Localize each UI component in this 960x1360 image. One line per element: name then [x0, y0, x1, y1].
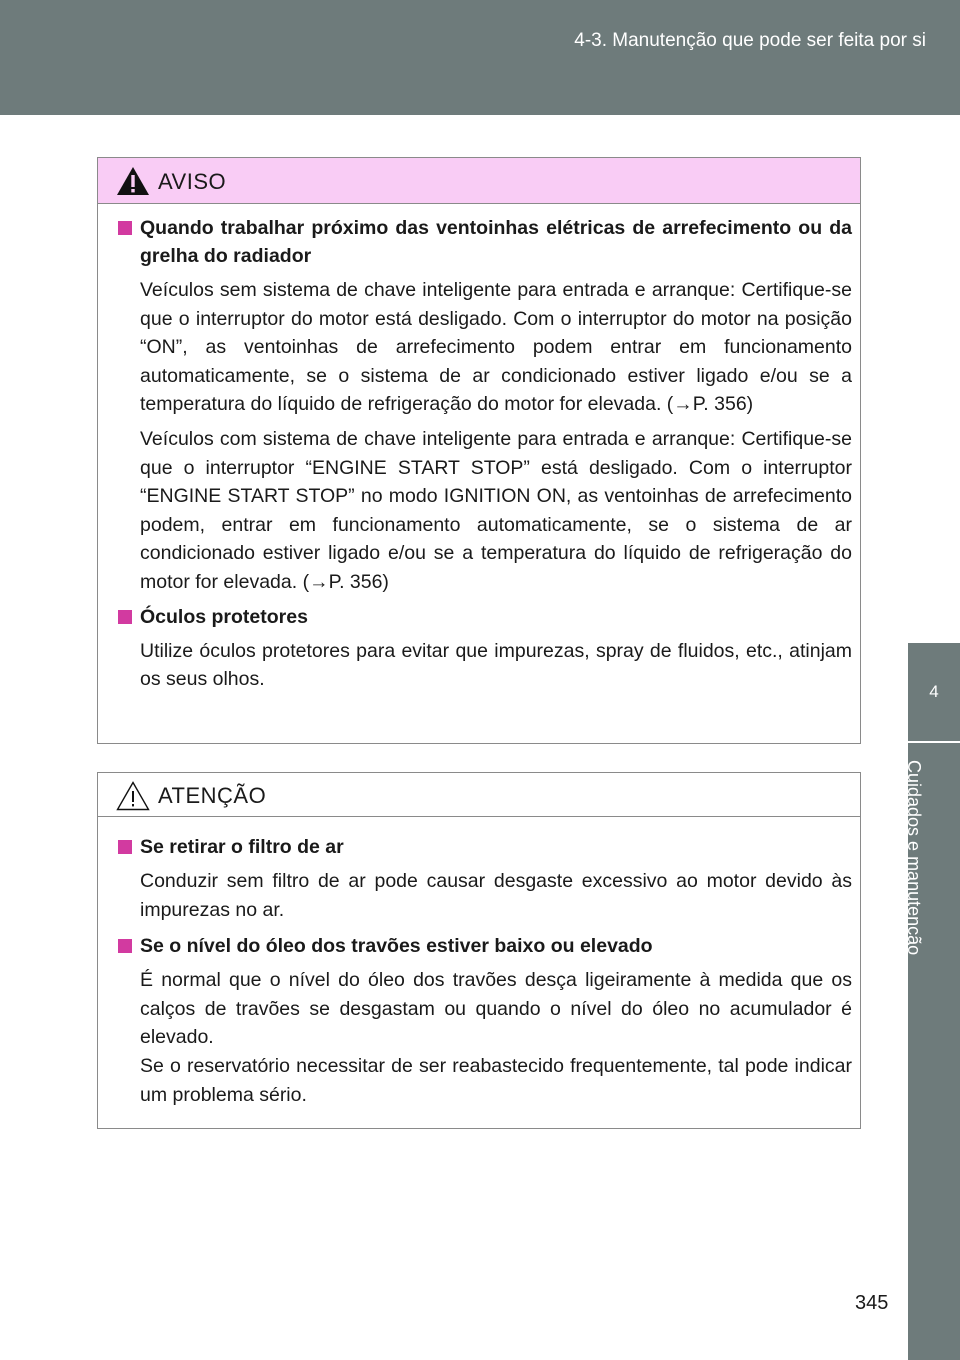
caution-header	[98, 773, 860, 817]
bullet-square-icon	[118, 939, 132, 953]
chapter-tab-divider	[908, 741, 960, 743]
page-header	[0, 0, 960, 115]
section-heading-text: Se o nível do óleo dos travões estiver baixo ou elevado	[140, 935, 653, 958]
paragraph: Se o reservatório necessitar de ser reabastecido frequentemente, tal pode indicar um problema sério.	[140, 1054, 852, 1106]
chapter-number: 4	[929, 682, 939, 701]
paragraph: Veículos sem sistema de chave inteligente para entrada e arranque: Certifique-se que o interruptor do motor está desligado. Com o interruptor do motor na posição “ON”, as ventoinhas de arrefecimento podem entrar em funcionamento automaticamente, se o sistema de ar condicionado estiver ligado e/ou se a temperatura do líquido de refrigeração do motor for elevada. (→P. 356)	[140, 279, 852, 416]
paragraph: É normal que o nível do óleo dos travões desça ligeiramente à medida que os calços de travões se desgastam ou quando o nível do óleo no acumulador é elevado.	[140, 969, 852, 1049]
section-heading	[118, 932, 852, 960]
bullet-square-icon	[118, 610, 132, 624]
bullet-square-icon	[118, 221, 132, 235]
caution-body	[98, 817, 860, 1109]
caution-heading: ATENÇÃO	[158, 783, 267, 808]
section-heading-text: Quando trabalhar próximo das ventoinhas elétricas de arrefecimento ou da grelha do radiador	[140, 217, 852, 267]
chapter-label: Cuidados e manutenção	[904, 760, 924, 956]
warning-triangle-icon	[116, 166, 150, 196]
chapter-tab	[904, 643, 960, 1360]
section-heading-text: Óculos protetores	[140, 605, 308, 628]
warning-header	[98, 158, 860, 204]
warning-box	[97, 157, 861, 744]
bullet-square-icon	[118, 840, 132, 854]
caution-box	[97, 772, 861, 1129]
section-heading	[118, 833, 852, 861]
paragraph: Conduzir sem filtro de ar pode causar desgaste excessivo ao motor devido às impurezas no ar.	[140, 870, 852, 921]
paragraph: Veículos com sistema de chave inteligente para entrada e arranque: Certifique-se que o interruptor “ENGINE START STOP” está desligado. Com o interruptor “ENGINE START STOP” no modo IGNITION ON, as ventoinhas de arrefecimento podem, entrar em funcionamento automaticamente, se o sistema de ar condicionado estiver ligado e/ou se a temperatura do líquido de refrigeração do motor for elevada. (→P. 356)	[140, 427, 852, 593]
warning-body	[98, 204, 860, 694]
section-heading-text: Se retirar o filtro de ar	[140, 836, 344, 858]
section-heading	[118, 214, 852, 270]
page-number: 345	[855, 1292, 889, 1314]
section-heading	[118, 603, 852, 631]
paragraph: Utilize óculos protetores para evitar que impurezas, spray de fluidos, etc., atinjam os seus olhos.	[140, 639, 852, 691]
section-title: 4-3. Manutenção que pode ser feita por si	[574, 30, 926, 51]
warning-heading: AVISO	[158, 169, 227, 194]
caution-triangle-icon	[116, 781, 150, 811]
